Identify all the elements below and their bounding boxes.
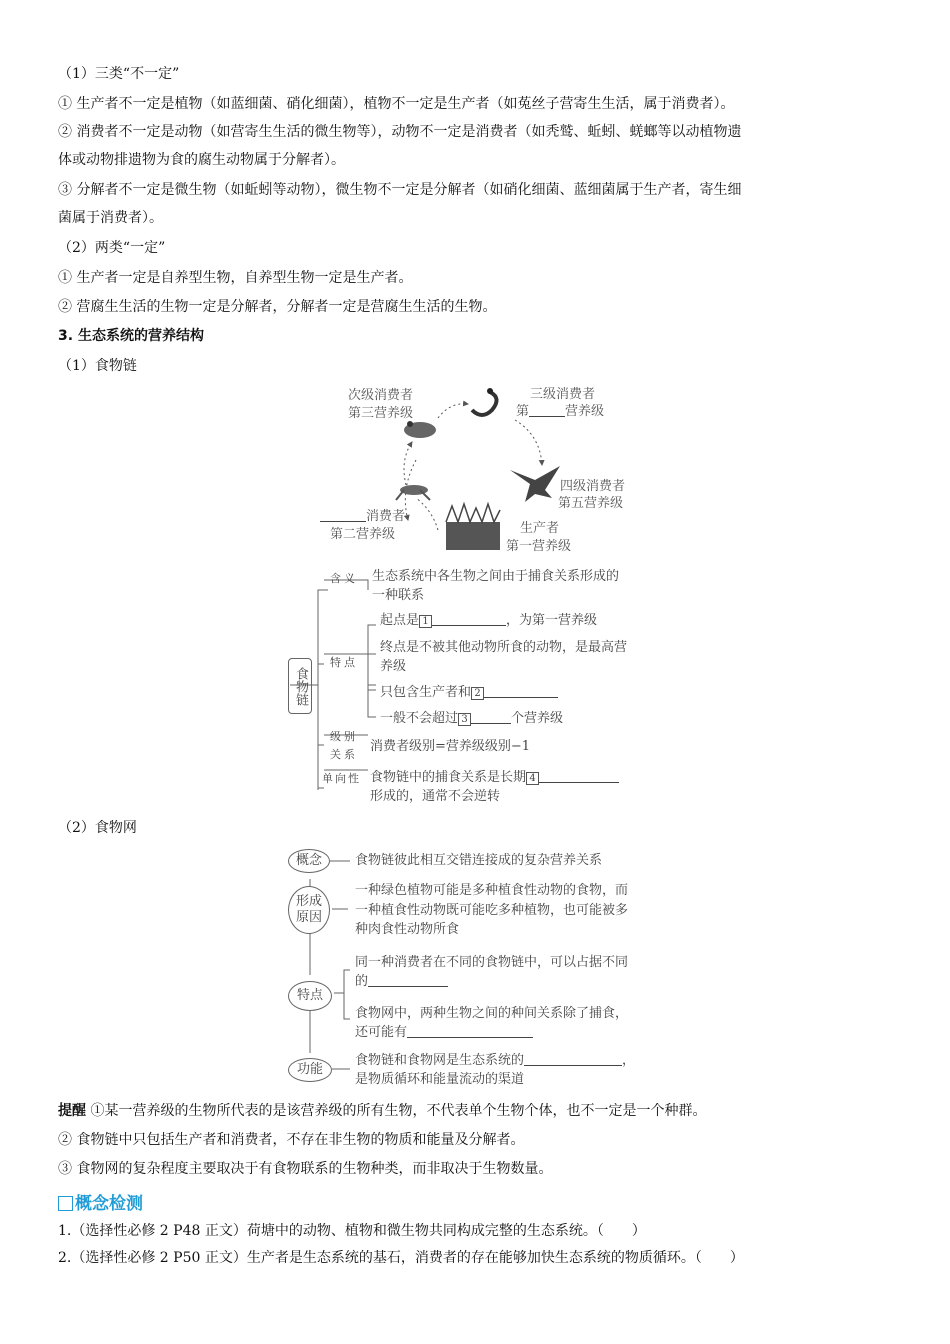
- concept-oval: 概念: [288, 849, 330, 873]
- concept-check-square-icon: [58, 1196, 73, 1211]
- grass-icon: [446, 504, 500, 550]
- part2-line2: ② 营腐生生活的生物一定是分解者，分解者一定是营腐生生活的生物。: [58, 299, 497, 315]
- grasshopper-icon: [396, 485, 430, 500]
- level-relation-label-b: 关系: [330, 748, 358, 761]
- section3-sub2: （2）食物网: [58, 820, 137, 836]
- level-relation-text: 消费者级别=营养级级别−1: [370, 739, 531, 754]
- cause-line-a: 一种绿色植物可能是多种植食性动物的食物，而: [355, 883, 629, 898]
- primary-consumer-label: 消费者: [320, 508, 405, 525]
- part2-line1: ① 生产者一定是自养型生物，自养型生物一定是生产者。: [58, 270, 413, 286]
- direction-line-a: 食物链中的捕食关系是长期 4: [370, 769, 619, 787]
- cause-oval: 形成 原因: [288, 886, 330, 934]
- part1-heading: （1）三类“不一定”: [58, 66, 180, 82]
- meaning-line-a: 生态系统中各生物之间由于捕食关系形成的: [372, 569, 620, 584]
- feature-end-b: 养级: [380, 659, 407, 674]
- eagle-icon: [510, 466, 560, 502]
- feature-end-a: 终点是不被其他动物所食的动物，是最高营: [380, 640, 628, 655]
- feature1-line-a: 同一种消费者在不同的食物链中，可以占据不同: [355, 955, 629, 970]
- first-level-label: 第一营养级: [506, 539, 572, 554]
- section3-title: 3. 生态系统的营养结构: [58, 328, 204, 344]
- part1-line2a: ② 消费者不一定是动物（如营寄生生活的微生物等），动物不一定是消费者（如秃鹫、蚯蚓、蜣螂等以动植物遗: [58, 124, 742, 140]
- second-level-label: 第二营养级: [330, 527, 396, 542]
- food-chain-root-box: 食物链: [288, 658, 312, 714]
- fifth-level-label: 第五营养级: [558, 496, 624, 511]
- reminder-line3: ③ 食物网的复杂程度主要取决于有食物联系的生物种类，而非取决于生物数量。: [58, 1161, 553, 1177]
- part2-heading: （2）两类“一定”: [58, 240, 166, 256]
- feature-label: 特点: [330, 656, 358, 669]
- part1-line1: ① 生产者不一定是植物（如蓝细菌、硝化细菌），植物不一定是生产者（如菟丝子营寄生生活，属于消费者）。: [58, 96, 735, 112]
- concept-check-title: 概念检测: [58, 1193, 143, 1215]
- function-line-b: 是物质循环和能量流动的渠道: [355, 1072, 525, 1087]
- part1-line3b: 菌属于消费者）。: [58, 210, 163, 226]
- fourth-level-label: 第 营养级: [516, 404, 605, 419]
- secondary-consumer-label: 次级消费者: [348, 388, 414, 403]
- reminder-line2: ② 食物链中只包括生产者和消费者，不存在非生物的物质和能量及分解者。: [58, 1132, 525, 1148]
- part1-line2b: 体或动物排遗物为食的腐生动物属于分解者）。: [58, 152, 345, 168]
- meaning-label: 含义: [330, 572, 358, 585]
- reminder-line1: 提醒 ①某一营养级的生物所代表的是该营养级的所有生物，不代表单个生物个体，也不一定是一个种群。: [58, 1103, 707, 1119]
- arrow-tertiary-to-quaternary: [515, 420, 542, 465]
- function-line-a: 食物链和食物网是生态系统的 ，: [355, 1053, 636, 1068]
- third-level-label: 第三营养级: [348, 406, 414, 421]
- feature-oval: 特点: [288, 981, 332, 1011]
- concept-check-q1: 1.（选择性必修 2 P48 正文）荷塘中的动物、植物和微生物共同构成完整的生态系统。（ ）: [58, 1223, 646, 1239]
- level-relation-label-a: 级别: [330, 730, 358, 743]
- direction-label: 单向性: [322, 772, 361, 785]
- arrow-grass-to-grasshopper: [416, 498, 438, 530]
- cause-line-b: 一种植食性动物既可能吃多种植物，也可能被多: [355, 903, 629, 918]
- producer-label: 生产者: [520, 521, 560, 536]
- quaternary-consumer-label: 四级消费者: [560, 479, 626, 494]
- concept-check-q2: 2.（选择性必修 2 P50 正文）生产者是生态系统的基石，消费者的存在能够加快生态系统的物质循环。（ ）: [58, 1250, 744, 1266]
- feature1-line-b: 的: [355, 973, 448, 991]
- function-oval: 功能: [288, 1058, 332, 1082]
- part1-line3a: ③ 分解者不一定是微生物（如蚯蚓等动物），微生物不一定是分解者（如硝化细菌、蓝细菌属于生产者，寄生细: [58, 182, 742, 198]
- section3-sub1: （1）食物链: [58, 358, 137, 374]
- feature2-line-b: 还可能有: [355, 1024, 533, 1042]
- arrow-secondary-to-tertiary: [438, 404, 468, 418]
- meaning-line-b: 一种联系: [372, 588, 425, 603]
- feature-start: 起点是 1 ，为第一营养级: [380, 613, 598, 628]
- tertiary-consumer-label: 三级消费者: [530, 387, 596, 402]
- feature-max-levels: 一般不会超过 3 个营养级: [380, 711, 564, 726]
- feature2-line-a: 食物网中，两种生物之间的种间关系除了捕食，: [355, 1006, 629, 1021]
- cause-line-c: 种肉食性动物所食: [355, 922, 460, 937]
- concept-text: 食物链彼此相互交错连接成的复杂营养关系: [355, 853, 603, 868]
- feature-includes: 只包含生产者和 2: [380, 684, 558, 702]
- frog-icon: [404, 421, 436, 438]
- snake-icon: [472, 388, 497, 415]
- direction-line-b: 形成的，通常不会逆转: [370, 789, 501, 804]
